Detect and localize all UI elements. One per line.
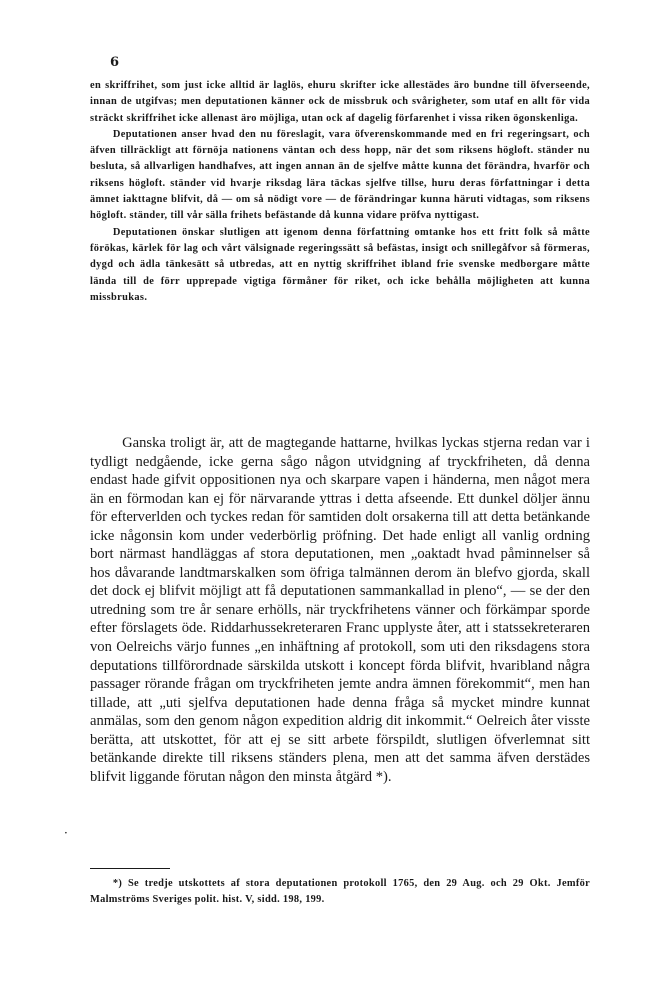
footnote-divider — [90, 868, 170, 869]
footnote-text: Se tredje utskottets af stora deputationen protokoll 1765, den 29 Aug. och 29 Okt. Jemför Malmströms Sveriges polit. hist. V, sidd. 198, 199. — [90, 878, 590, 905]
footnote — [90, 876, 590, 908]
quoted-paragraph-3: Deputationen önskar slutligen att igenom denna författning omtanke hos ett fritt folk så måtte förökas, kärlek för lag och vårt välsignade regeringssätt så befästas, insigt och snillegåfvor så förmeras, dygd och ädla tänkesätt så utbredas, att en nyttig skriffrihet ibland frie svenske medborgare måtte lända till de förr upprepade vigtiga förmåner för riket, och icke behålla möjligheten att kunna missbrukas. — [90, 226, 590, 303]
footnote-marker: *) — [112, 878, 123, 889]
page-number: 6 — [110, 55, 120, 70]
quoted-report-text — [90, 78, 590, 306]
main-text — [90, 434, 590, 786]
quoted-paragraph-2: Deputationen anser hvad den nu föreslagit, vara öfverenskommande med en fri regeringsart, och äfven tillräckligt att förnöja nationens väntan och dess hopp, när det som riksens högloft. ständer nu besluta, så allvarligen handhafves, att ingen annan än de sjelfve måtte kunna det förändra, hvarför och riksens högloft. ständer vid hvarje riksdag lära täckas sjelfve tillse, huru deras författningar i detta ämnet iakttagne blifvit, då — om så nödigt vore — de förändringar kunna häruti vidtagas, som riksens högloft. ständer, till vår sälla frihets befästande då kunna vidare pröfva nyttigast. — [90, 128, 590, 222]
main-paragraph: Ganska troligt är, att de magtegande hattarne, hvilkas lyckas stjerna redan var i tydligt nedgående, icke gerna sågo någon utvidgning af tryckfriheten, då denna endast hade gifvit oppositionen nya och skarpare vapen i händerna, men något mera än en förmodan kan ej för närvarande yttras i detta afseende. Ett dunkel döljer ännu för efterverlden och tyckes redan för samtiden dolt orsakerna till att detta betänkande icke någonsin kom under vederbörlig pröfning. Det hade enligt all vanlig ordning bort närmast handläggas af stora deputationen, men „oaktadt hvad påminnelser så hos dåvarande landtmarskalken som öfriga talmännen derom än blefvo gjorda, skall det dock ej blifvit möjligt att få deputationen sammankallad in pleno“, — se der den utredning som tre år senare erhölls, när tryckfrihetens vänner och förkämpar sporde efter förslagets öde. Riddarhussekreteraren Franc upplyste åter, att i statssekreteraren von Oelreichs värjo funnes „en inhäftning af protokoll, som uti den riksdagens stora deputations tillförordnade särskilda utskott i koncept förda blifvit, hvaribland några passager rörande frågan om tryckfriheten jemte andra ämnen förekommit“, men han tillade, att „uti sjelfva deputationen hade denna fråga så mycket mindre kunnat anmälas, som den genom någon expedition aldrig dit inkommit.“ Oelreich åter visste berätta, att utskottet, för att ej se sitt arbete förspildt, slutligen öfverlemnat sitt betänkande direkte till riksens ständers plena, men att det samma äfven derstädes blifvit liggande förutan någon den minsta åtgärd *). — [90, 435, 590, 785]
margin-dot-mark: · — [64, 826, 68, 840]
quoted-paragraph-1: en skriffrihet, som just icke alltid är laglös, ehuru skrifter icke allestädes äro bundne till öfverseende, innan de utgifvas; men deputationen känner ock de missbruk och svårigheter, som utaf en allt för vida sträckt skriffrihet icke allenast äro möjliga, utan ock af dagelig förfarenhet i vissa riken ögonskenliga. — [90, 80, 590, 124]
